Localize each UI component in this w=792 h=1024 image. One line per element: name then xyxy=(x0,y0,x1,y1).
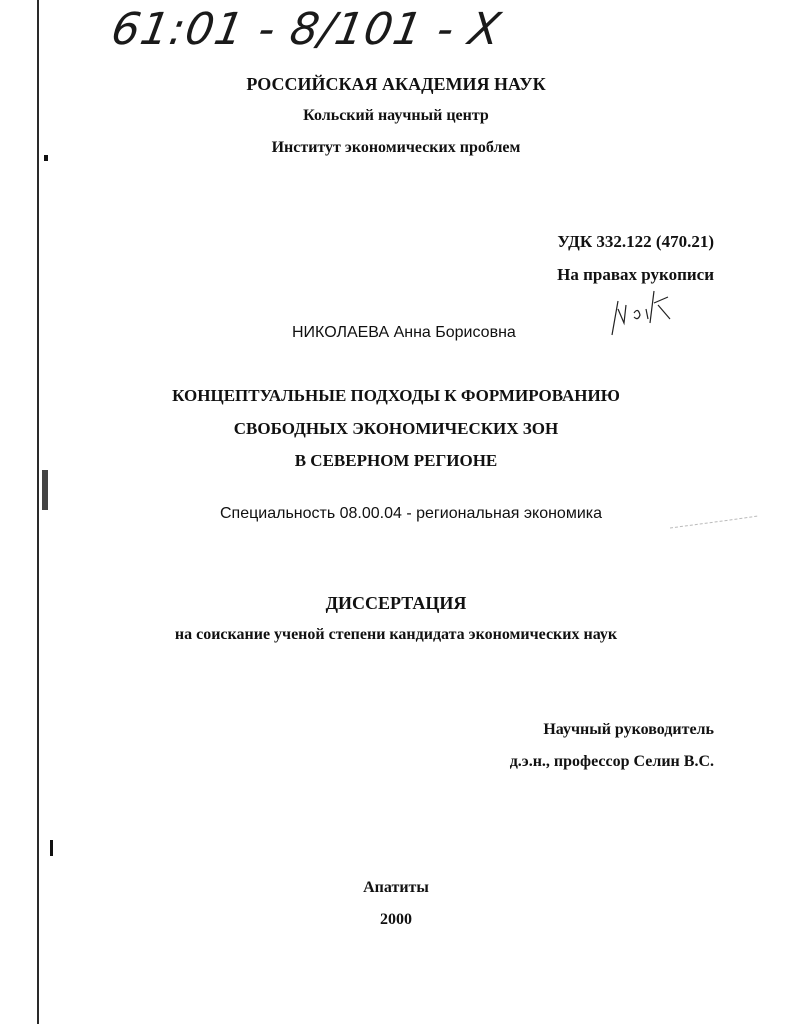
scan-scribble xyxy=(670,512,760,532)
title-line-3: В СЕВЕРНОМ РЕГИОНЕ xyxy=(294,451,498,470)
research-center: Кольский научный центр xyxy=(303,107,489,124)
city: Апатиты xyxy=(363,879,429,896)
manuscript-rights: На правах рукописи xyxy=(557,265,714,284)
supervisor-label: Научный руководитель xyxy=(543,721,714,738)
specialty: Специальность 08.00.04 - региональная экономика xyxy=(220,505,603,522)
year: 2000 xyxy=(380,911,412,928)
work-type: ДИССЕРТАЦИЯ xyxy=(325,593,467,613)
udk-code: УДК 332.122 (470.21) xyxy=(557,232,714,251)
signature-image xyxy=(604,283,684,343)
degree-statement: на соискание ученой степени кандидата экономических наук xyxy=(174,626,618,643)
supervisor-name: д.э.н., профессор Селин В.С. xyxy=(509,753,714,770)
scan-mark xyxy=(42,470,48,510)
title-line-1: КОНЦЕПТУАЛЬНЫЕ ПОДХОДЫ К ФОРМИРОВАНИЮ xyxy=(172,386,620,405)
institute-name: Институт экономических проблем xyxy=(271,139,521,156)
scan-mark xyxy=(50,840,53,856)
author-name: НИКОЛАЕВА Анна Борисовна xyxy=(292,324,516,341)
academy-name: РОССИЙСКАЯ АКАДЕМИЯ НАУК xyxy=(246,74,546,94)
archive-code-handwritten: 61:01 - 8/101 - X xyxy=(107,4,505,55)
title-line-2: СВОБОДНЫХ ЭКОНОМИЧЕСКИХ ЗОН xyxy=(233,419,559,438)
